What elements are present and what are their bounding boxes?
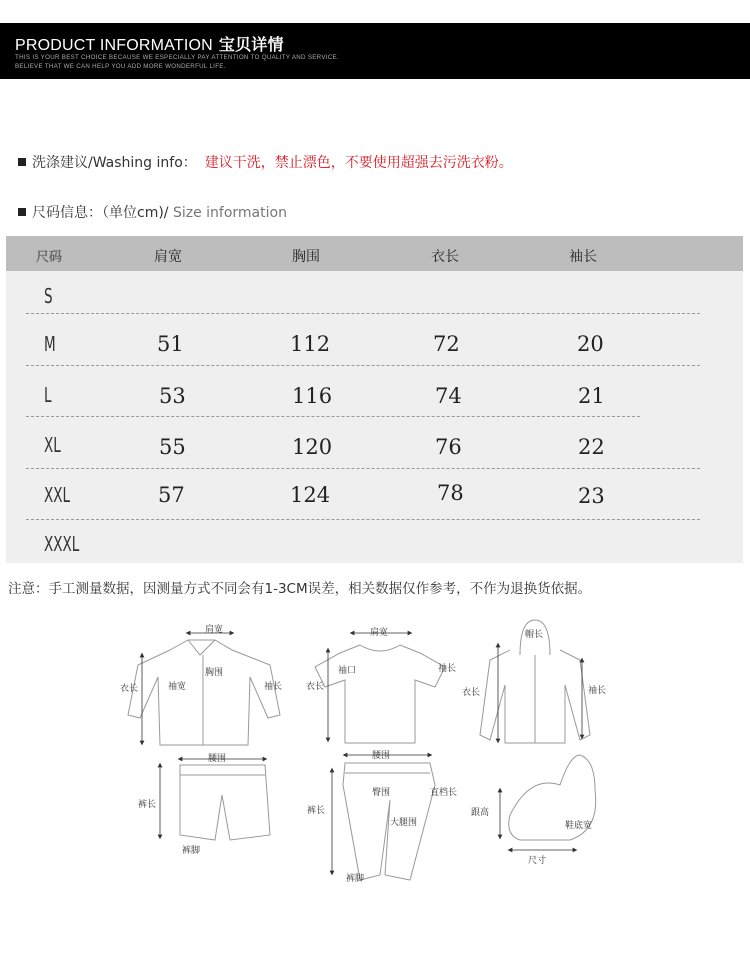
row-divider [26,519,700,520]
cell-length: 74 [435,384,462,408]
label-hoodie-hat: 帽长 [525,630,544,640]
label-hoodie-length: 衣长 [462,688,481,698]
label-shorts-hem: 裤脚 [182,846,201,856]
label-tshirt-cuff: 袖口 [338,666,357,676]
cell-sleeve: 21 [578,384,605,408]
shorts-diagram [180,765,270,840]
row-divider [26,416,640,417]
header-subtitle-2: BELIEVE THAT WE CAN HELP YOU ADD MORE WONDERFUL LIFE. [15,63,226,70]
label-shoe-size: 尺寸 [528,856,547,866]
cell-shoulder: 55 [159,435,186,459]
cell-sleeve: 20 [577,332,604,356]
label-pants-hip: 臀围 [372,788,391,798]
cell-size: S [44,284,53,308]
cell-length: 76 [435,435,462,459]
table-row [6,421,743,472]
label-pants-rise: 直档长 [430,788,458,798]
cell-size: XXL [44,483,71,507]
cell-shoulder: 53 [159,384,186,408]
cell-length: 78 [437,481,464,505]
washing-label: 洗涤建议/Washing info： [32,155,197,171]
cell-sleeve: 23 [578,484,605,508]
col-header-shoulder: 肩宽 [154,249,182,265]
table-row [6,472,743,523]
label-shoe-sole: 鞋底宽 [565,821,593,831]
label-pants-length: 裤长 [307,806,326,816]
product-info-header [0,23,750,79]
label-shirt-length: 衣长 [120,684,139,694]
cell-shoulder: 57 [158,483,185,507]
bullet-square-icon [18,158,26,166]
row-divider [26,468,700,469]
cell-chest: 116 [292,384,333,408]
label-shorts-waist: 腰围 [208,754,227,764]
size-table-header [6,236,743,271]
measurement-diagrams [100,615,620,895]
row-divider [26,365,700,366]
cell-sleeve: 22 [578,435,605,459]
size-info-label-en: Size information [168,205,287,221]
header-title-en: PRODUCT INFORMATION [15,37,213,54]
label-tshirt-shoulder: 肩宽 [370,628,389,638]
label-shorts-length: 裤长 [138,800,157,810]
row-divider [26,313,700,314]
cell-size: M [44,332,56,356]
cell-size: XXXL [44,532,80,556]
table-row [6,319,743,370]
cell-chest: 112 [290,332,331,356]
col-header-sleeve: 袖长 [569,249,597,265]
washing-text: 建议干洗，禁止漂色，不要使用超强去污洗衣粉。 [204,155,513,171]
col-header-chest: 胸围 [292,249,320,265]
label-shirt-chest: 胸围 [205,668,224,678]
label-shirt-sleeve: 袖长 [264,682,283,692]
table-row [6,370,743,421]
tshirt-diagram [315,645,445,743]
shirt-diagram [128,640,283,745]
header-title [15,32,284,55]
measurement-note: 注意：手工测量数据，因测量方式不同会有1-3CM误差，相关数据仅作参考，不作为退换货依据。 [8,581,592,597]
cell-size: L [44,383,52,407]
label-shoe-heel: 跟高 [471,808,490,818]
label-hoodie-sleeve: 袖长 [588,686,607,696]
label-pants-hem: 裤脚 [346,874,365,884]
cell-length: 72 [433,332,460,356]
pants-diagram [343,763,435,880]
header-subtitle-1: THIS IS YOUR BEST CHOICE BECAUSE WE ESPECIALLY PAY ATTENTION TO QUALITY AND SERVICE. [15,54,339,61]
cell-shoulder: 51 [157,332,184,356]
label-tshirt-length: 衣长 [306,682,325,692]
bullet-square-icon [18,208,26,216]
label-pants-thigh: 大腿围 [390,818,418,828]
table-row [6,523,743,574]
size-info-label: 尺码信息：（单位cm)/ [32,205,169,221]
header-title-cn: 宝贝详情 [218,37,284,54]
label-tshirt-sleeve: 袖长 [438,664,457,674]
size-info-heading [18,202,287,222]
size-table [6,236,743,563]
col-header-size: 尺码 [36,250,63,265]
cell-chest: 124 [290,483,331,507]
label-shirt-sleeve-width: 袖宽 [168,682,187,692]
label-shirt-shoulder: 肩宽 [205,625,224,635]
table-row [6,271,743,322]
cell-chest: 120 [292,435,333,459]
cell-size: XL [44,433,61,457]
col-header-length: 衣长 [431,249,459,265]
label-pants-waist: 腰围 [372,751,391,761]
washing-info [18,152,513,172]
